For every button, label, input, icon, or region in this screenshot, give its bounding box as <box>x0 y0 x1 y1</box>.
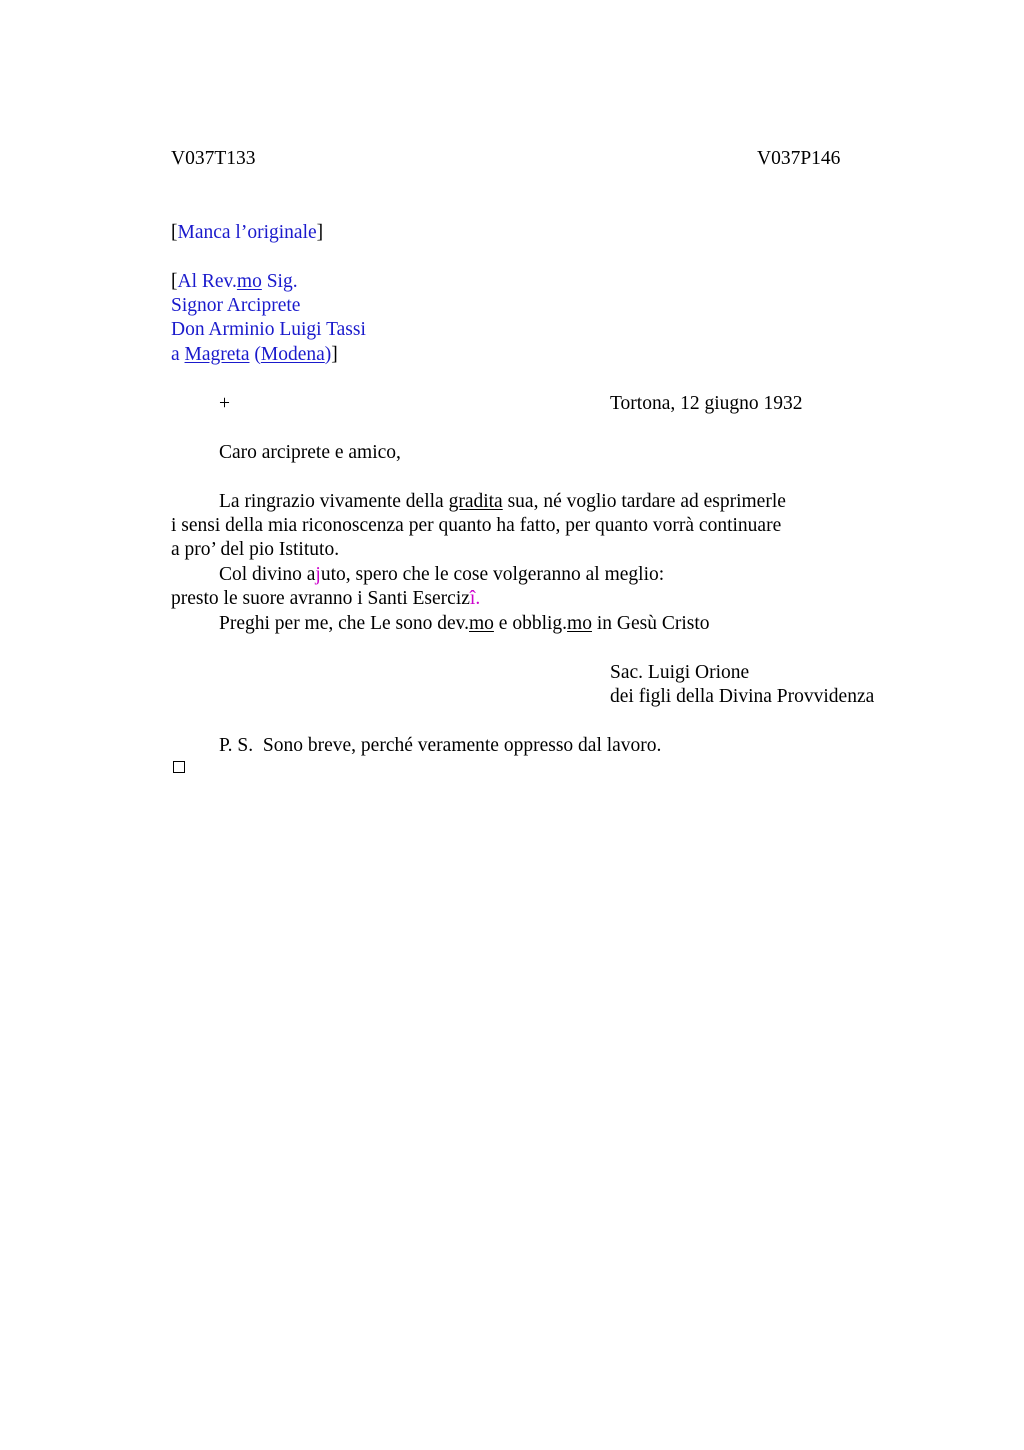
address-title-suffix: mo <box>236 271 262 292</box>
body-text: La ringrazio vivamente della <box>219 491 449 512</box>
body-p2-line-1 <box>219 563 664 587</box>
salutation: Caro arciprete e amico, <box>219 442 401 463</box>
address-line-4: a Magreta (Modena)] <box>171 344 338 365</box>
signature-name: Sac. Luigi Orione <box>610 662 750 683</box>
place-date: Tortona, 12 giugno 1932 <box>610 393 803 414</box>
body-text: presto le suore avranno i Santi Eserciz <box>171 588 470 609</box>
address-region: Modena <box>260 344 325 365</box>
body-p1-line-3: a pro’ del pio Istituto. <box>171 539 340 560</box>
body-text: in Gesù Cristo <box>591 613 710 634</box>
body-p1-line-1 <box>219 490 786 514</box>
signature-title: dei figli della Divina Provvidenza <box>610 686 875 707</box>
body-text: uto, spero che le cose volgeranno al meglio: <box>320 564 665 585</box>
body-text: e obblig. <box>493 613 568 634</box>
body-p1-line-2: i sensi della mia riconoscenza per quanto ha fatto, per quanto vorrà continuare <box>171 515 782 536</box>
highlighted-letter: î. <box>469 588 481 609</box>
address-line-3: Don Arminio Luigi Tassi <box>171 319 366 340</box>
body-text: Col divino a <box>219 564 316 585</box>
highlighted-letter: j <box>315 564 321 585</box>
postscript: P. S. Sono breve, perché veramente oppresso dal lavoro. <box>219 735 662 756</box>
address-place: Magreta <box>184 344 250 365</box>
abbrev-suffix: mo <box>469 613 494 634</box>
volume-page-code: V037P146 <box>757 148 841 169</box>
editorial-note-text: Manca l’originale <box>177 222 317 243</box>
cross-symbol: + <box>219 393 230 414</box>
address-prefix: a <box>171 344 185 365</box>
abbrev-suffix: mo <box>567 613 592 634</box>
body-text: Preghi per me, che Le sono dev. <box>219 613 469 634</box>
volume-text-code: V037T133 <box>171 148 256 169</box>
body-p3-line-1 <box>219 612 710 636</box>
address-line-2: Signor Arciprete <box>171 295 301 316</box>
underlined-word: gradita <box>448 491 503 512</box>
end-marker-box <box>173 761 185 773</box>
body-p2-line-2 <box>171 587 480 611</box>
address-title-end: Sig. <box>261 271 298 292</box>
body-text: sua, né voglio tardare ad esprimerle <box>502 491 786 512</box>
address-line-1: [Al Rev.mo Sig. <box>171 271 298 292</box>
editorial-note: [Manca l’originale] <box>171 222 324 243</box>
address-title: Al Rev. <box>177 271 237 292</box>
